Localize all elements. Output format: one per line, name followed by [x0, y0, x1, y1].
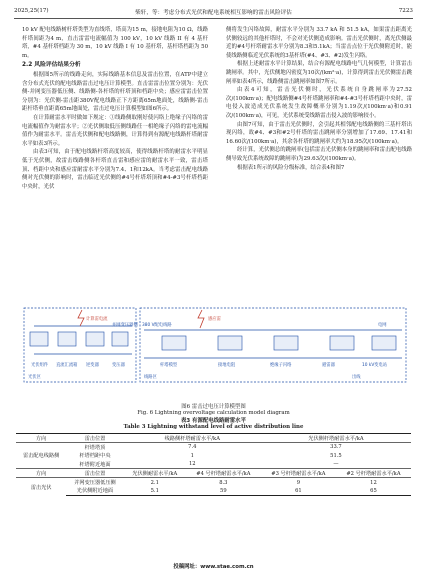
cell-tower-4: 59 [186, 487, 261, 496]
cell-tower-3: 61 [261, 487, 336, 496]
cell-tower-2: 65 [336, 487, 411, 496]
section-heading: 2.2 风险评估结果分析 [22, 62, 81, 69]
th-tower-2: #2 号杆塔耐雷水平/kA [336, 469, 411, 478]
paragraph: 10 kV 配电线路树杆塔类型为直线塔，塔高为15 m，接地电阻为10 Ω，线路杆塔间距为4 m，直击雷雷电流幅值为 100 kV，10 kV 线路 II 有 4 基杆塔，#4 基杆塔档距为 30 m，10 kV 线路 I 有 10 基杆塔，基杆塔档距为 50 m。 [22, 27, 208, 59]
page-number: 7223 [398, 8, 413, 14]
cell-pos: 杆塔附近地面 [79, 461, 111, 468]
transformer-block [112, 332, 128, 346]
th-line-level: 线路侧杆塔耐雷水平/kA [124, 434, 261, 443]
paragraph: 由图7可知，由于雷击光伏侧时，会引起其相邻配电线路侧的三基杆塔出现闪络，故#4、#3和#2号杆塔的雷击跳闸率分别增加了17.69、17.41和16.60次/(100km·a)，其余各杆塔的跳闸率大约为18.95次/(100km·a)。 [226, 121, 412, 145]
label-resistor: 接地电阻 [218, 363, 236, 368]
label-arrester: 避雷器 [322, 363, 335, 368]
cell-pv: 51.5 [330, 452, 342, 459]
label-line-area: 线路区 [144, 375, 157, 380]
label-lightning-a: 计算雷电流 [86, 317, 108, 322]
label-grid-side: 并网变压器侧 [112, 323, 138, 328]
lightning-bolt-2 [198, 310, 204, 328]
paragraph: 根据表1所示的风险分级标准，结合表4和图7 [237, 164, 345, 171]
cell-tower-3: 9 [261, 478, 336, 487]
th-direction: 方向 [16, 434, 66, 443]
figure-6 [22, 306, 408, 399]
table-row [16, 460, 411, 469]
th-direction-2: 方向 [16, 469, 66, 478]
cell-pv: — [333, 461, 339, 468]
label-station: 10 kV变电站 [362, 363, 388, 368]
label-substation-b: 出线 [352, 375, 361, 380]
tower-model-block-3 [274, 336, 298, 350]
tower-model-block-1 [162, 336, 186, 350]
page-footer: 投稿网址：www.stae.com.cn [173, 564, 254, 570]
paragraph: 侧将发生闪络故障，耐雷水平分别为 33.7 kA 和 51.5 kA，如果雷击距离光伏侧较远的其他杆塔时，不会对光伏侧造成影响。雷击光伏侧时，离光伏侧最近的#4号杆塔耐雷水平分别为8.3和5.1kA；当雷击点位于光伏侧附近时，能使线路侧临近光伏系统的3基杆塔(#4、#3、#2)发生闪络。 [226, 27, 412, 59]
paragraph: 根据图5所示的线路走向，实际线路基本信息及雷击位置，在ATP中建立含分布式光伏的配电线路雷击过电压计算模型。直击雷雷击位置分别为：光伏侧-并网变压器低压侧、线路侧-各杆塔的杆塔顶和档距中央；感应雷雷击位置分别为：光伏侧-雷击距380V配电线路正下方距离65m地面处，线路侧-雷击距杆塔垂直距离65m地面处，雷击过电压计算模型如图6所示。 [22, 71, 208, 113]
paragraph: 在计算耐雷水平时做如下规定：①线路侧取刚好使闪络上绝缘子闪络的雷电流幅值作为耐雷水平；②光伏侧取低压侧线路任一相绝缘子闪络的雷电流幅值作为耐雷水平。雷击光伏侧和配电线路侧，计算得到有源配电线路杆塔耐雷水平如表3所示。 [22, 114, 208, 147]
label-grid: 电网 [378, 323, 387, 328]
figure-caption-cn: 图6 雷击过电压计算模型图 [181, 404, 246, 410]
pv-component-block [30, 332, 48, 346]
figure-caption-en: Fig. 6 Lightning overvoltage calculation model diagram [137, 410, 290, 416]
label-lightning-b: 感应雷 [208, 317, 221, 322]
cell-pv: 33.7 [261, 443, 411, 452]
header-rule [14, 18, 413, 19]
cell-line: 7.4 [124, 443, 261, 452]
tower-model-block-4 [330, 336, 354, 350]
cell-pv-side: 2.1 [124, 478, 186, 487]
label-pv-component: 光伏组件 [31, 363, 49, 368]
right-column [226, 26, 412, 172]
cell-tower-4: 8.3 [186, 478, 261, 487]
model-diagram [22, 306, 408, 399]
journal-volume: 2025,25(17) [14, 8, 49, 14]
paragraph: 经计算，光伏侧总的跳闸率(包括雷击光伏侧本身的跳闸率和雷击配电线路侧导致光伏系统故障的跳闸率)为29.63次/(100km·a)。 [226, 147, 412, 162]
label-insulator: 绝缘子闪络 [270, 363, 292, 368]
station-block [372, 336, 396, 350]
cell-pos: 光伏侧附近地面 [66, 487, 123, 496]
label-lv-line: 380 V配电线路 [142, 323, 172, 328]
cell-pos: 杆塔塔顶 [66, 443, 123, 452]
th-pv-side: 光伏侧耐雷水平/kA [124, 469, 186, 478]
inverter-block [86, 332, 104, 346]
cell-pos: 并网变压器低压侧 [66, 478, 123, 487]
th-pv-level: 光伏侧杆塔耐雷水平/kA [261, 434, 411, 443]
tower-model-block-2 [218, 336, 242, 350]
table-row [16, 452, 411, 460]
label-inverter: 逆变器 [86, 363, 99, 368]
group-pv-side: 雷击光伏 [16, 478, 66, 496]
cell-pos: 杆塔档距中央 [79, 453, 111, 460]
label-pv-area: 光伏区 [28, 375, 41, 380]
th-position: 雷击位置 [66, 434, 123, 443]
label-tower-model: 杆塔模型 [160, 363, 178, 368]
table-3 [16, 433, 411, 496]
dc-combiner-block [58, 332, 76, 346]
paragraph: 根据上述耐雷水平计算结果，结合有源配电线路电气几何模型，计算雷击跳闸率。其中，光伏侧地闪密度为10次/(km²·a)，计算得到雷击光伏侧雷击跳闸率如表4所示，线路侧雷击跳闸率如图7所示。 [226, 61, 412, 85]
paragraph: 由表4可知，雷击光伏侧时，光伏系统自身跳闸率为27.52次/(100km·a)；配电线路侧#4号杆塔跳闸率和#4-#3号杆塔档距中央时，雷电侵入波造成光伏系统发生故障概率分别为1.19次/(100km·a)和0.91次/(100km·a)，可见，光伏系统受线路雷击侵入波的影响较小。 [226, 87, 412, 119]
left-column [22, 26, 208, 191]
table-row [16, 443, 411, 452]
table-title-cn: 表3 有源配电线路耐雷水平 [181, 418, 246, 424]
cell-pv-side: 5.1 [124, 487, 186, 496]
table-title-en: Table 3 Lightning withstand level of active distribution line [123, 424, 304, 430]
cell-line: 1 [190, 452, 194, 459]
lightning-bolt-1 [78, 310, 84, 326]
th-position-2: 雷击位置 [66, 469, 123, 478]
th-tower-4: #4 号杆塔耐雷水平/kA [186, 469, 261, 478]
label-transformer: 变压器 [112, 363, 125, 368]
label-dc-combiner: 直流汇流箱 [56, 363, 78, 368]
cell-tower-2: 12 [336, 478, 411, 487]
running-title: 柴轩，等：考虑分布式光伏和配电系统相互影响的雷击风险评估 [135, 10, 292, 16]
page-header [14, 6, 413, 18]
paragraph: 由表3可知，由于配电线路杆塔高度较高，使得线路杆塔的耐雷水平明显低于光伏侧，故雷击线路侧各杆塔直击雷和感应雷的耐雷水平一致，雷击塔顶、档距中央和感应雷耐雷水平分别为7.4、1和12kA。当考虑雷击配电线路侧对光伏侧的影响时，雷击临近光伏侧的#4号杆塔塔顶和#4-#3号杆塔档距中央时，光伏 [22, 149, 208, 190]
group-line-side: 雷击配电线路侧 [16, 443, 66, 469]
th-tower-3: #3 号杆塔耐雷水平/kA [261, 469, 336, 478]
cell-line: 12 [188, 461, 196, 468]
table-row [16, 478, 411, 487]
table-row [16, 487, 411, 496]
